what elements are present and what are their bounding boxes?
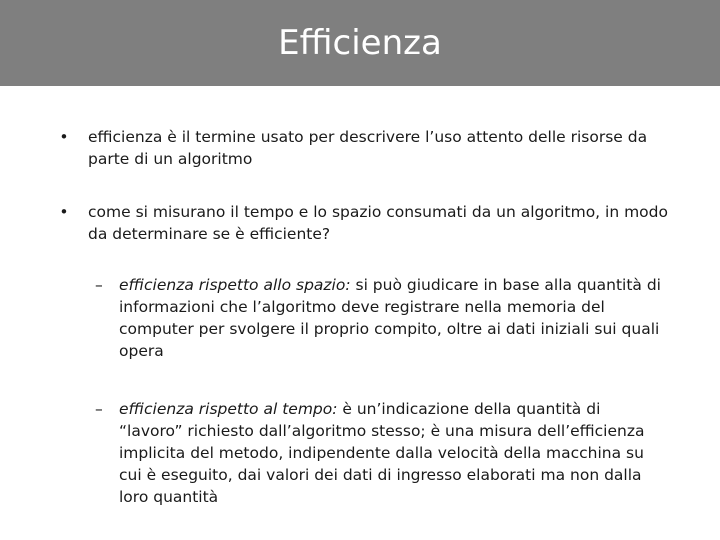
subbullet-item [95,398,667,508]
bullet-text: come si misurano il tempo e lo spazio consumati da un algoritmo, in modo da determinare se è efficiente? [88,203,668,243]
bullet-lead-term: efficienza [88,128,163,146]
subbullet-marker: – [95,400,103,418]
subbullet-text: si può giudicare in base alla quantità di informazioni che l’algoritmo deve registrare nella memoria del computer per svolgere il proprio compito, oltre ai dati iniziali sui quali opera [119,276,661,360]
slide-title: Efficienza [278,23,442,63]
bullet-marker: • [59,203,69,221]
subbullet-text: è un’indicazione della quantità di “lavoro” richiesto dall’algoritmo stesso; è una misura dell’efficienza implicita del metodo, indipendente dalla velocità della macchina su cui è eseguito, dai valori dei dati di ingresso elaborati ma non dalla loro quantità [119,400,645,506]
subbullet-lead-term: efficienza rispetto allo spazio: [119,276,351,294]
bullet-item [59,201,678,245]
bullet-item [59,126,678,170]
subbullet-lead-term: efficienza rispetto al tempo: [119,400,338,418]
subbullet-item [95,274,667,362]
subbullet-marker: – [95,276,103,294]
bullet-text: è il termine usato per descrivere l’uso attento delle risorse da parte di un algoritmo [88,128,648,168]
bullet-marker: • [59,128,69,146]
